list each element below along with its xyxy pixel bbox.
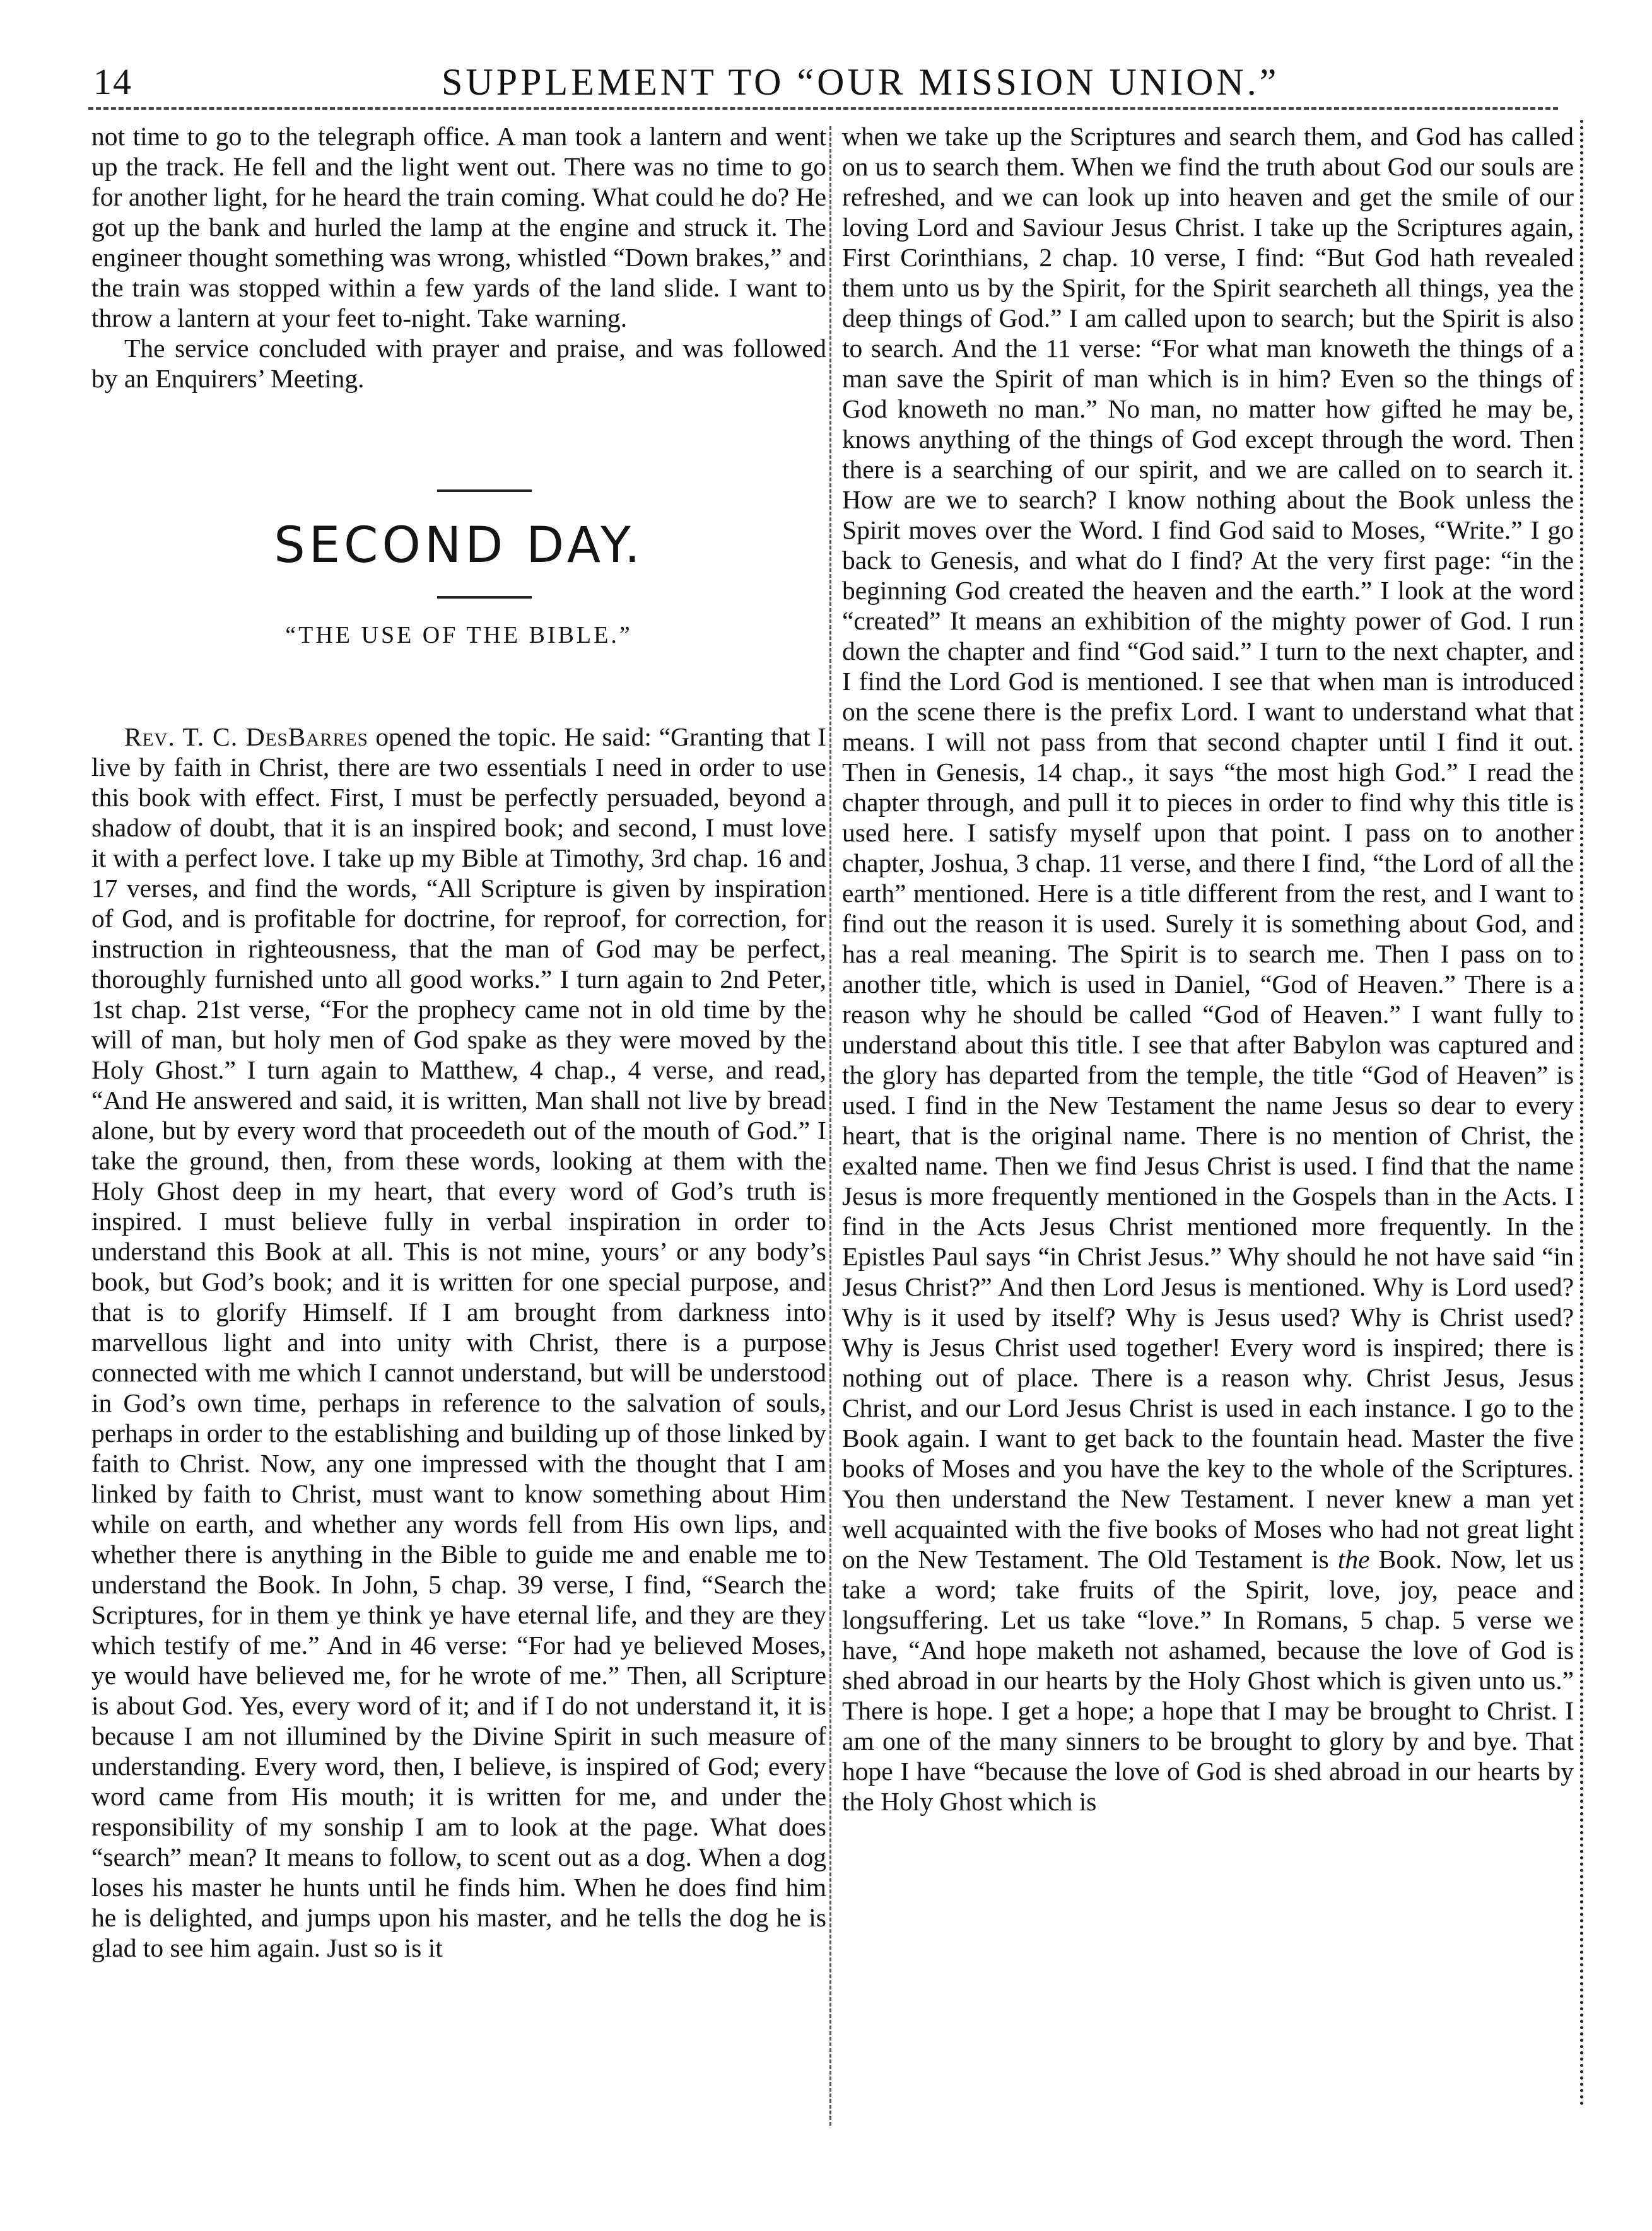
paragraph: not time to go to the telegraph office. A man took a lantern and went up the track. He fell and the light went out. There was no time to go for another light, for he heard the train coming. What could he do? He got up the bank and hurled the lamp at the engine and struck it. The engineer thought something was wrong, whistled “Down brakes,” and the train was stopped within a few yards of the land slide. I want to throw a lantern at your feet to-night. Take warning. bbox=[91, 122, 826, 332]
header-rule bbox=[88, 107, 1558, 110]
page-number: 14 bbox=[93, 61, 132, 102]
right-column bbox=[842, 121, 1574, 2127]
subsection-divider bbox=[437, 596, 532, 599]
section-divider bbox=[437, 489, 532, 492]
emphasis: the bbox=[1337, 1545, 1370, 1574]
paragraph: The service concluded with prayer and praise, and was followed by an Enquirers’ Meeting. bbox=[91, 334, 826, 393]
paragraph-text: opened the topic. He said: “Granting that I live by faith in Christ, there are two essentials I need in order to use this book with effect. First, I must be perfectly persuaded, beyond a shadow of doubt, that it is an inspired book; and second, I must love it with a perfect love. I take up my Bible at Timothy, 3rd chap. 16 and 17 verses, and find the words, “All Scripture is given by inspiration of God, and is profitable for doctrine, for reproof, for correction, for instruction in righteousness, that the man of God may be perfect, thoroughly furnished unto all good works.” I turn again to 2nd Peter, 1st chap. 21st verse, “For the prophecy came not in old time by the will of man, but holy men of God spake as they were moved by the Holy Ghost.” I turn again to Matthew, 4 chap., 4 verse, and read, “And He answered and said, it is written, Man shall not live by bread alone, but by every word that proceedeth out of the mouth of God.” I take the ground, then, from these words, looking at them with the Holy Ghost deep in my heart, that every word of God’s truth is inspired. I must believe fully in verbal inspiration in order to understand this Book at all. This is not mine, yours’ or any body’s book, but God’s book; and it is written for one special purpose, and that is to glorify Himself. If I am brought from darkness into marvellous light and into unity with Christ, there is a purpose connected with me which I cannot understand, but will be understood in God’s own time, perhaps in reference to the salvation of souls, perhaps in order to the establishing and building up of those linked by faith to Christ. Now, any one impressed with the thought that I am linked by faith to Christ, must want to know something about Him while on earth, and whether any words fell from His own lips, and whether there is anything in the Bible to guide me and enable me to understand the Book. In John, 5 chap. 39 verse, I find, “Search the Scriptures, for in them ye think ye have eternal life, and they are they which testify of me.” And in 46 verse: “For had ye believed Moses, ye would have believed me, for he wrote of me.” Then, all Scripture is about God. Yes, every word of it; and if I do not understand it, it is because I am not illumined by the Divine Spirit in such measure of understanding. Every word, then, I believe, is inspired of God; every word came from His mouth; it is written for me, and under the responsibility of my sonship I am to look at the page. What does “search” mean? It means to follow, to scent out as a dog. When a dog loses his master he hunts until he finds him. When he does find him he is delighted, and jumps upon his master, and he tells the dog he is glad to see him again. Just so is it bbox=[91, 722, 826, 1962]
paragraph-text: when we take up the Scriptures and search them, and God has called on us to search them. When we find the truth about God our souls are refreshed, and we can look up into heaven and get the smile of our loving Lord and Saviour Jesus Christ. I take up the Scriptures again, First Corinthians, 2 chap. 10 verse, I find: “But God hath revealed them unto us by the Spirit, for the Spirit searcheth all things, yea the deep things of God.” I am called upon to search; but the Spirit is also to search. And the 11 verse: “For what man knoweth the things of a man save the Spirit of man which is in him? Even so the things of God knoweth no man.” No man, no matter how gifted he may be, knows anything of the things of God except through the word. Then there is a searching of our spirit, and we are called on to search it. How are we to search? I know nothing about the Book unless the Spirit moves over the Word. I find God said to Moses, “Write.” I go back to Genesis, and what do I find? At the very first page: “in the beginning God created the heaven and the earth.” I look at the word “created” It means an exhibition of the mighty power of God. I run down the chapter and find “God said.” I turn to the next chapter, and I find the Lord God is mentioned. I see that when man is introduced on the scene there is the prefix Lord. I want to understand what that means. I will not pass from that second chapter until I find it out. Then in Genesis, 14 chap., it says “the most high God.” I read the chapter through, and pull it to pieces in order to find why this title is used here. I satisfy myself upon that point. I pass on to another chapter, Joshua, 3 chap. 11 verse, and there I find, “the Lord of all the earth” mentioned. Here is a title different from the rest, and I want to find out the reason it is used. Surely it is something about God, and has a real meaning. The Spirit is to search me. Then I pass on to another title, which is used in Daniel, “God of Heaven.” There is a reason why he should be called “God of Heaven.” I want fully to understand about this title. I see that after Babylon was captured and the glory has departed from the temple, the title “God of Heaven” is used. I find in the New Testament the name Jesus so dear to every heart, that is the original name. There is no mention of Christ, the exalted name. Then we find Jesus Christ is used. I find that the name Jesus is more frequently mentioned in the Gospels than in the Acts. I find in the Acts Jesus Christ mentioned more frequently. In the Epistles Paul says “in Christ Jesus.” Why should he not have said “in Jesus Christ?” And then Lord Jesus is mentioned. Why is Lord used? Why is it used by itself? Why is Jesus used? Why is Christ used? Why is Jesus Christ used together! Every word is inspired; there is nothing out of place. There is a reason why. Christ Jesus, Jesus Christ, and our Lord Jesus Christ is used in each instance. I go to the Book again. I want to get back to the fountain head. Master the five books of Moses and you have the key to the whole of the Scriptures. You then understand the New Testament. I never knew a man yet well acquainted with the five books of Moses who had not great light on the New Testament. The Old Testament is bbox=[842, 122, 1574, 1574]
running-title: SUPPLEMENT TO “OUR MISSION UNION.” bbox=[442, 61, 1280, 103]
column-gutter-rule bbox=[829, 126, 831, 2126]
paragraph bbox=[842, 121, 1574, 1817]
left-column bbox=[91, 121, 826, 2127]
page-header bbox=[88, 54, 1558, 111]
paragraph bbox=[91, 722, 826, 1963]
speaker-name: Rev. T. C. DesBarres bbox=[124, 722, 368, 751]
subsection-title: “THE USE OF THE BIBLE.” bbox=[285, 622, 633, 648]
page-edge-mark bbox=[1580, 120, 1588, 2107]
paragraph-text: Book. Now, let us take a word; take fruits of the Spirit, love, joy, peace and longsuffering. Let us take “love.” In Romans, 5 chap. 5 verse we have, “And hope maketh not ashamed, because the love of God is shed abroad in our hearts by the Holy Ghost which is given unto us.” There is hope. I get a hope; a hope that I may be brought to Christ. I am one of the many sinners to be brought to glory by and bye. That hope I have “because the love of God is shed abroad in our hearts by the Holy Ghost which is bbox=[842, 1545, 1574, 1816]
section-title: SECOND DAY. bbox=[274, 517, 644, 574]
